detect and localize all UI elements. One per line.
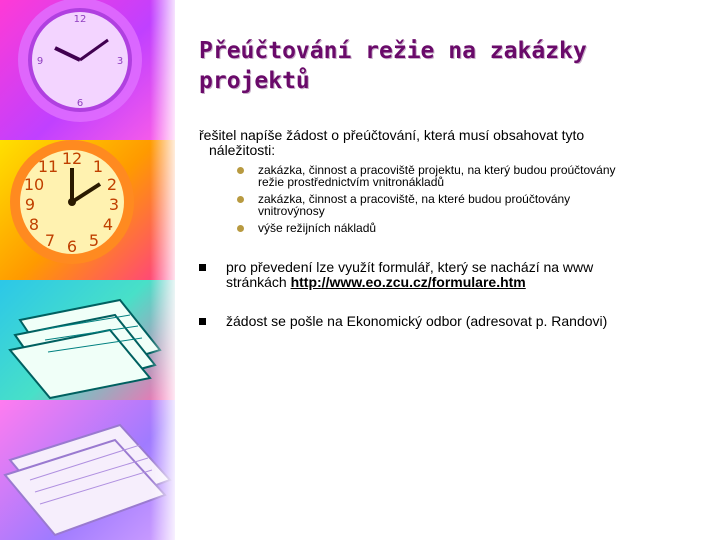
decorative-image-strip: [0, 0, 175, 540]
sub-bullet-item: zakázka, činnost a pracoviště projektu, na který budou proúčtovány režie prostřednictvím vnitronákladů: [237, 164, 699, 188]
orange-clock-icon: [0, 140, 175, 280]
formulare-link[interactable]: http://www.eo.zcu.cz/formulare.htm: [290, 274, 526, 290]
purple-clock-icon: [0, 0, 175, 140]
intro-line-1: řešitel napíše žádost o přeúčtování, která musí obsahovat tyto: [199, 127, 585, 143]
square-bullet-icon: [199, 318, 206, 325]
slide-title: [199, 36, 699, 96]
round-bullet-icon: [237, 167, 244, 174]
lavender-papers-panel: [0, 400, 175, 540]
round-bullet-icon: [237, 225, 244, 232]
main-bullet-item: pro převedení lze využít formulář, který se nachází na www stránkách http://www.eo.zcu.cz/formulare.htm: [199, 260, 699, 290]
svg-text:9: 9: [36, 56, 44, 67]
svg-text:6: 6: [76, 98, 84, 109]
svg-text:5: 5: [88, 231, 100, 250]
intro-line-2: náležitosti:: [209, 142, 276, 158]
purple-clock-panel: [0, 0, 175, 140]
main-bullet-item: žádost se pošle na Ekonomický odbor (adresovat p. Randovi): [199, 314, 699, 329]
svg-text:10: 10: [23, 175, 45, 194]
strip-fade: [150, 0, 175, 540]
title-line-2: projektů: [199, 68, 310, 94]
paper-stack-icon: [0, 280, 175, 400]
svg-text:4: 4: [102, 215, 114, 234]
sub-bullet-list: [199, 164, 699, 234]
teal-papers-panel: [0, 280, 175, 400]
svg-text:11: 11: [37, 157, 59, 176]
sub-bullet-item: zakázka, činnost a pracoviště, na které budou proúčtovány vnitrovýnosy: [237, 193, 699, 217]
svg-text:9: 9: [24, 195, 36, 214]
svg-text:12: 12: [73, 14, 87, 25]
title-line-1: Přeúčtování režie na zakázky: [199, 38, 587, 64]
intro-paragraph: [199, 128, 699, 158]
svg-text:2: 2: [106, 175, 118, 194]
sub-bullet-item: výše režijních nákladů: [237, 222, 699, 234]
svg-text:8: 8: [28, 215, 40, 234]
svg-text:7: 7: [44, 231, 56, 250]
svg-text:3: 3: [116, 56, 124, 67]
svg-text:12: 12: [61, 149, 83, 168]
round-bullet-icon: [237, 196, 244, 203]
paper-stack-icon-2: [0, 400, 175, 540]
slide-body: [199, 127, 699, 329]
square-bullet-icon: [199, 264, 206, 271]
svg-text:1: 1: [92, 157, 104, 176]
svg-text:3: 3: [108, 195, 120, 214]
orange-clock-panel: [0, 140, 175, 280]
svg-text:6: 6: [66, 237, 78, 256]
